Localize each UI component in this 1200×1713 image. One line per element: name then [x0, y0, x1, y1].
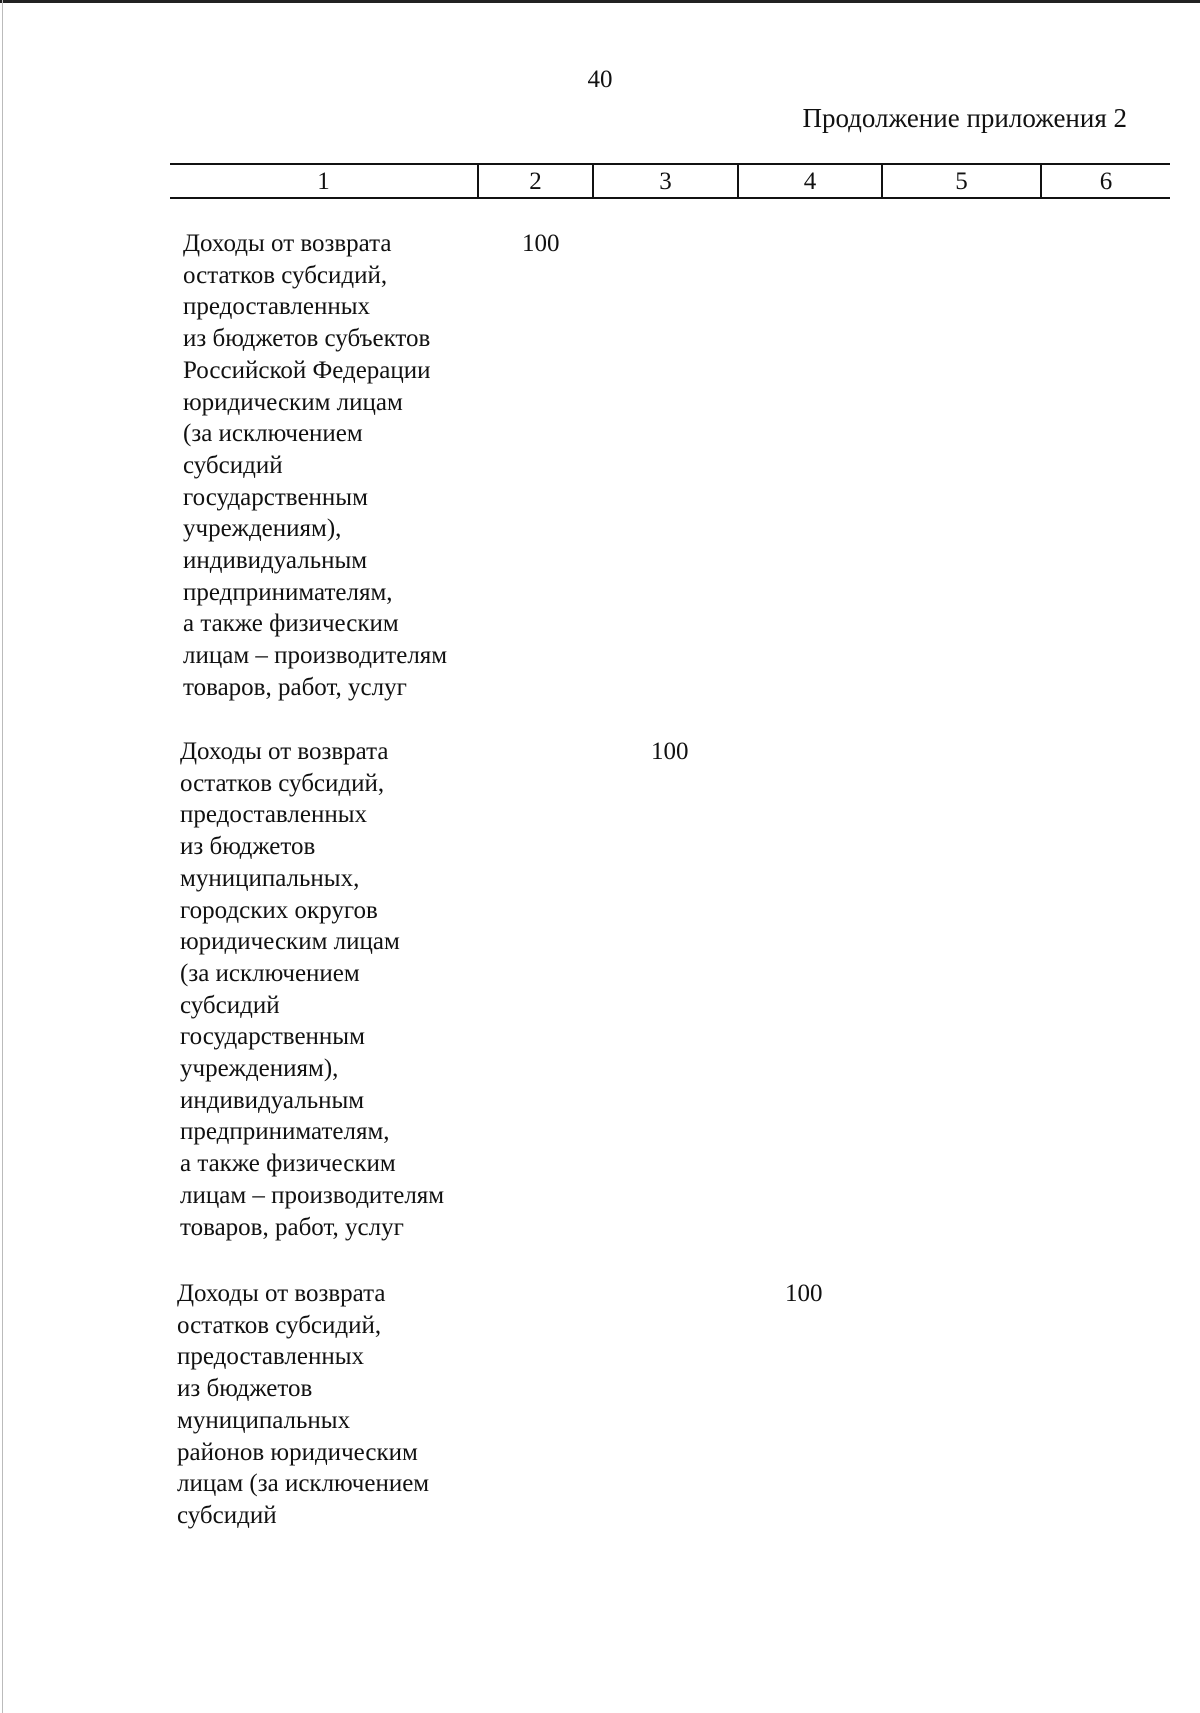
- row-description: [177, 1278, 429, 1532]
- description-line: государственным: [180, 1023, 365, 1051]
- column-header-6: 6: [1040, 165, 1170, 197]
- description-line: предпринимателям,: [180, 1118, 390, 1146]
- description-line: индивидуальным: [180, 1086, 365, 1114]
- description-line: а также физическим: [183, 610, 399, 638]
- description-line: остатков субсидий,: [183, 261, 388, 289]
- description-line: городских округов: [180, 896, 378, 924]
- description-line: предоставленных: [183, 293, 371, 321]
- description-line: предоставленных: [177, 1343, 365, 1371]
- column-header-4: 4: [737, 165, 881, 197]
- description-line: товаров, работ, услуг: [183, 673, 407, 701]
- description-line: учреждениям),: [183, 515, 342, 543]
- description-line: муниципальных,: [180, 864, 360, 892]
- description-line: лицам – производителям: [180, 1181, 445, 1209]
- column-header-2: 2: [477, 165, 592, 197]
- description-line: субсидий: [183, 451, 283, 479]
- description-line: Доходы от возврата: [177, 1280, 386, 1307]
- description-line: из бюджетов: [180, 833, 316, 861]
- description-line: предпринимателям,: [183, 578, 393, 606]
- row-value-col-4: 100: [785, 1280, 823, 1307]
- description-line: районов юридическим: [177, 1438, 418, 1466]
- description-line: товаров, работ, услуг: [180, 1213, 404, 1241]
- row-description: [180, 736, 444, 1243]
- table-header-bottom-rule: [170, 197, 1170, 199]
- description-line: из бюджетов: [177, 1375, 313, 1403]
- description-line: из бюджетов субъектов: [183, 325, 431, 353]
- description-line: государственным: [183, 483, 368, 511]
- scan-edge-left: [2, 0, 3, 1713]
- description-line: Российской Федерации: [183, 356, 431, 384]
- row-value-col-2: 100: [522, 230, 560, 257]
- description-line: индивидуальным: [183, 547, 368, 575]
- scan-edge-top: [0, 0, 1200, 3]
- description-line: субсидий: [180, 991, 280, 1019]
- description-line: Доходы от возврата: [183, 230, 392, 257]
- description-line: остатков субсидий,: [177, 1311, 382, 1339]
- row-value-col-3: 100: [651, 738, 689, 765]
- table-header: [170, 165, 1170, 197]
- description-line: (за исключением: [183, 420, 363, 448]
- column-header-1: 1: [317, 168, 330, 195]
- description-line: Доходы от возврата: [180, 738, 389, 765]
- column-header-5: 5: [881, 165, 1040, 197]
- description-line: субсидий: [177, 1501, 277, 1529]
- description-line: юридическим лицам: [180, 928, 400, 956]
- description-line: лицам (за исключением: [177, 1470, 430, 1498]
- description-line: а также физическим: [180, 1150, 396, 1178]
- column-header-3: 3: [592, 165, 737, 197]
- description-line: (за исключением: [180, 959, 360, 987]
- page-number: 40: [587, 66, 613, 93]
- description-line: остатков субсидий,: [180, 769, 385, 797]
- description-line: юридическим лицам: [183, 388, 403, 416]
- description-line: учреждениям),: [180, 1055, 339, 1083]
- description-line: предоставленных: [180, 801, 368, 829]
- description-line: лицам – производителям: [183, 642, 448, 670]
- description-line: муниципальных: [177, 1406, 351, 1434]
- continuation-label: Продолжение приложения 2: [802, 103, 1127, 133]
- row-description: [183, 228, 447, 704]
